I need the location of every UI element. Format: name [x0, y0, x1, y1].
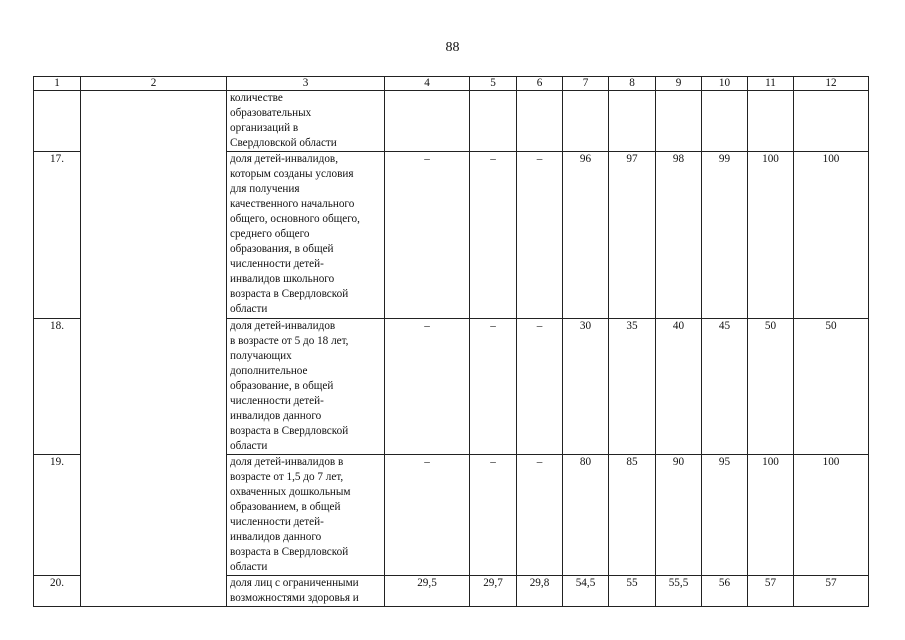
cell-value: 35 — [609, 319, 656, 455]
table-row — [34, 91, 869, 152]
description-line: получающих — [230, 350, 292, 362]
cell-value — [748, 91, 794, 152]
description-line: возрасте от 1,5 до 7 лет, — [230, 471, 344, 483]
cell-value: 100 — [748, 152, 794, 319]
cell-value: 29,5 — [385, 576, 470, 607]
cell-value: – — [470, 152, 517, 319]
cell-value: 97 — [609, 152, 656, 319]
row-description — [227, 152, 385, 319]
description-line: дополнительное — [230, 365, 308, 377]
cell-value: – — [385, 319, 470, 455]
description-line: среднего общего — [230, 228, 310, 240]
cell-value: 57 — [794, 576, 869, 607]
cell-value — [517, 91, 563, 152]
description-line: охваченных дошкольным — [230, 486, 351, 498]
description-line: инвалидов данного — [230, 531, 322, 543]
description-line: доля детей-инвалидов в — [230, 456, 344, 468]
row-number: 20. — [34, 576, 81, 607]
cell-value: 29,7 — [470, 576, 517, 607]
description-line: возраста в Свердловской — [230, 288, 349, 300]
description-line: образование, в общей — [230, 380, 334, 392]
cell-value: 100 — [794, 455, 869, 576]
column-header: 2 — [81, 77, 227, 91]
cell-value: – — [385, 455, 470, 576]
column-header: 12 — [794, 77, 869, 91]
page-number: 88 — [445, 40, 460, 55]
description-line: области — [230, 440, 268, 452]
cell-value: 100 — [794, 152, 869, 319]
cell-value: 96 — [563, 152, 609, 319]
cell-value: 100 — [748, 455, 794, 576]
cell-value: 50 — [794, 319, 869, 455]
cell-value — [563, 91, 609, 152]
description-line: возраста в Свердловской — [230, 546, 349, 558]
row-number: 18. — [34, 319, 81, 455]
column-header: 1 — [34, 77, 81, 91]
row-description — [227, 91, 385, 152]
row-number: 19. — [34, 455, 81, 576]
cell-value — [609, 91, 656, 152]
cell-value: – — [385, 152, 470, 319]
cell-value: 50 — [748, 319, 794, 455]
column-header: 6 — [517, 77, 563, 91]
cell-value: 85 — [609, 455, 656, 576]
cell-value: 56 — [702, 576, 748, 607]
description-line: доля детей-инвалидов — [230, 320, 336, 332]
cell-value — [656, 91, 702, 152]
cell-value: – — [517, 319, 563, 455]
description-line: образования, в общей — [230, 243, 334, 255]
column-header: 7 — [563, 77, 609, 91]
description-line: доля детей-инвалидов, — [230, 153, 338, 165]
description-line: численности детей- — [230, 395, 324, 407]
description-line: для получения — [230, 183, 300, 195]
cell-value — [470, 91, 517, 152]
row-description — [227, 576, 385, 607]
description-line: образованием, в общей — [230, 501, 341, 513]
indicators-table — [33, 76, 869, 607]
description-line: образовательных — [230, 107, 312, 119]
description-line: возможностями здоровья и — [230, 592, 359, 604]
cell-value — [702, 91, 748, 152]
row-description — [227, 319, 385, 455]
cell-value: 98 — [656, 152, 702, 319]
description-line: качественного начального — [230, 198, 355, 210]
cell-value: – — [470, 319, 517, 455]
column-header: 11 — [748, 77, 794, 91]
column-header: 9 — [656, 77, 702, 91]
description-line: возраста в Свердловской — [230, 425, 349, 437]
description-line: организаций в — [230, 122, 299, 134]
column-header: 10 — [702, 77, 748, 91]
description-line: инвалидов данного — [230, 410, 322, 422]
description-line: области — [230, 303, 268, 315]
cell-value — [385, 91, 470, 152]
cell-value: 45 — [702, 319, 748, 455]
description-line: количестве — [230, 92, 283, 104]
row-number — [34, 91, 81, 152]
description-line: доля лиц с ограниченными — [230, 577, 359, 589]
cell-value: 95 — [702, 455, 748, 576]
cell-value: 40 — [656, 319, 702, 455]
cell-value — [794, 91, 869, 152]
description-line: численности детей- — [230, 516, 324, 528]
cell-value: 30 — [563, 319, 609, 455]
column-header: 5 — [470, 77, 517, 91]
cell-value: 80 — [563, 455, 609, 576]
cell-value: 90 — [656, 455, 702, 576]
merged-column-2 — [81, 91, 227, 607]
description-line: инвалидов школьного — [230, 273, 335, 285]
cell-value: 29,8 — [517, 576, 563, 607]
column-header: 4 — [385, 77, 470, 91]
cell-value: – — [517, 152, 563, 319]
description-line: численности детей- — [230, 258, 324, 270]
description-line: которым созданы условия — [230, 168, 354, 180]
cell-value: 99 — [702, 152, 748, 319]
description-line: в возрасте от 5 до 18 лет, — [230, 335, 349, 347]
description-line: области — [230, 561, 268, 573]
cell-value: – — [470, 455, 517, 576]
row-number: 17. — [34, 152, 81, 319]
description-line: общего, основного общего, — [230, 213, 360, 225]
cell-value: 55,5 — [656, 576, 702, 607]
cell-value: 57 — [748, 576, 794, 607]
table-header-row — [34, 77, 869, 91]
row-description — [227, 455, 385, 576]
cell-value: 55 — [609, 576, 656, 607]
description-line: Свердловской области — [230, 137, 337, 149]
column-header: 8 — [609, 77, 656, 91]
cell-value: – — [517, 455, 563, 576]
cell-value: 54,5 — [563, 576, 609, 607]
column-header: 3 — [227, 77, 385, 91]
